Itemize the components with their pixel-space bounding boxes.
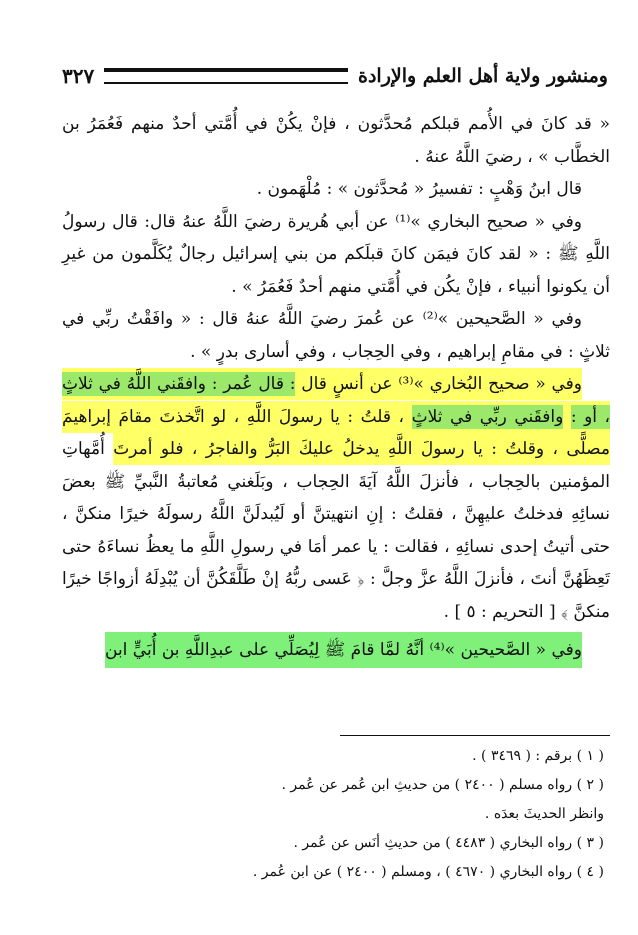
page-header: [62, 58, 608, 94]
footnote: ( ١ ) برقم : ( ٣٤٦٩ ) .: [472, 748, 604, 764]
text-segment: ، قلتُ : يا رسولَ اللَّهِ ، لو اتَّخذتَ مقامَ إبراهيمَ مصلًّى ، وقلتُ : يا رسولَ اللَّهِ يدخلُ عليكَ البَرُّ والفاجرُ ، فلو أمرتَ: [62, 406, 611, 459]
text-segment: وفي « صحيح البُخاري »⁽³⁾ عن أنسٍ قال: [301, 374, 583, 394]
page-number: ٣٢٧: [62, 64, 95, 88]
yellow-highlight: [62, 368, 610, 465]
header-rule: [104, 68, 348, 84]
green-highlight: وافقَني ربِّي في ثلاثٍ: [411, 406, 564, 427]
body-text: [62, 108, 610, 667]
paragraph: « قد كانَ في الأُمم قبلكم مُحدَّثون ، فإنْ يكُنْ في أُمَّتي أحدٌ منهم فَعُمَرُ بن الخطَّاب » ، رضيَ اللَّهُ عنهُ .: [62, 114, 610, 167]
green-highlight: : قال عُمر : وافقَني اللَّهُ في ثلاثٍ ، أو :: [62, 374, 611, 427]
highlighted-paragraph: [62, 634, 610, 667]
green-highlight: وفي « الصَّحيحين »⁽⁴⁾ أنَّهُ لمَّا قامَ ﷺ لِيُصَلِّي على عبدِاللَّهِ بن أُبَيٍّ ابن: [105, 632, 582, 668]
text-segment: أُمَّهاتِ المؤمنين بالحِجاب ، فأنزلَ اللَّهُ آيَةَ الحِجاب ، وبَلَغني مُعاتبةُ النَّبيِّ ﷺ بعضَ نسائِهِ فدخلتُ عليهِنَّ ، فقلتُ : إنِ انتهيتنَّ أو لَيُبدلَنَّ اللَّهُ رسولَهُ خيرًا منكنَّ ، حتى أتيتُ إحدى نسائِهِ ، فقالت : يا عمر أمَا في رسولِ اللَّهِ ما يعظُ نساءَهُ حتى تَعِظَهُنَّ أنتَ ، فأنزلَ اللَّهُ عزَّ وجلَّ : ﴿ عَسى ربُّهُ إنْ طَلَّقَكُنَّ أن يُبْدِلَهُ أزواجًا خيرًا منكنَّ ﴾ [ التحريم : ٥ ] .: [62, 439, 610, 622]
footnote: ( ٤ ) رواه البخاري ( ٤٦٧٠ ) ، ومسلم ( ٢٤٠٠ ) عن ابن عُمر .: [252, 864, 604, 880]
footnote: ( ٢ ) رواه مسلم ( ٢٤٠٠ ) من حديثِ ابن عُمر عن عُمر .: [281, 777, 604, 793]
paragraph: وفي « الصَّحيحين »⁽²⁾ عن عُمرَ رضيَ اللَّهُ عنهُ قال : « وافَقْتُ ربِّي في ثلاثٍ : في مقامِ إبراهيم ، وفي الحِجاب ، وفي أسارى بدرٍ » .: [62, 309, 610, 362]
footnotes: [62, 742, 610, 887]
footnote: ( ٣ ) رواه البخاري ( ٤٤٨٣ ) من حديثِ أنَس عن عُمر .: [293, 835, 604, 851]
paragraph: قال ابنُ وَهْبٍ : تفسيرُ « مُحدَّثون » : مُلْهَمون .: [256, 179, 582, 199]
highlighted-paragraph: [62, 368, 610, 628]
footnote: وانظر الحديثَ بعدَه .: [484, 806, 604, 822]
running-title: ومنشور ولاية أهل العلم والإرادة: [358, 65, 608, 87]
paragraph: وفي « صحيح البخاري »⁽¹⁾ عن أبي هُريرة رضيَ اللَّهُ عنهُ قال: قال رسولُ اللَّهِ ﷺ : « لقد كانَ فيمَن كانَ قبلَكم من بني إسرائيل رجالٌ يُكَلَّمون من غيرِ أن يكونوا أنبياء ، فإنْ يكُن في أُمَّتي منهم أحدٌ فَعُمَرُ » .: [62, 211, 610, 297]
footnote-separator: [340, 735, 610, 736]
